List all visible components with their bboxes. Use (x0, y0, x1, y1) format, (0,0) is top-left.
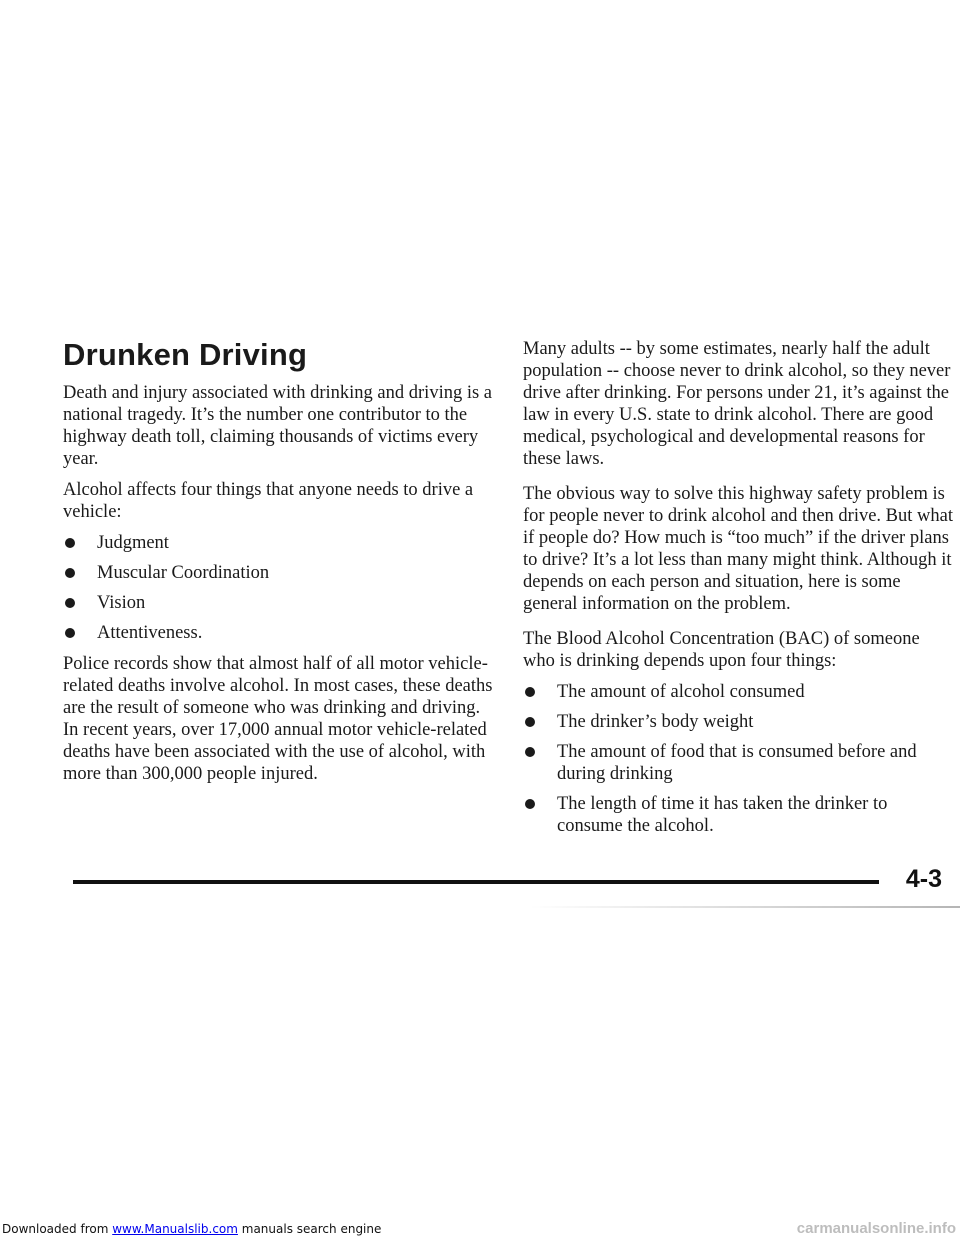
paragraph-police-records: Police records show that almost half of all motor vehicle-related deaths involve alcohol. In most cases, these deaths are the result of someone who was drinking and driving. In recent years, over 17,000 annual motor vehicle-related deaths have been associated with the use of alcohol, with more than 300,000 people injured. (63, 654, 493, 784)
list-item: Attentiveness. (63, 622, 493, 644)
bullet-icon (525, 687, 535, 697)
footer-fade-line (530, 906, 960, 908)
list-item: The amount of alcohol consumed (523, 681, 953, 703)
paragraph-many-adults: Many adults -- by some estimates, nearly half the adult population -- choose never to drink alcohol, so they never drive after drinking. For persons under 21, it’s against the law in every U.S. state to drink alcohol. There are good medical, psychological and developmental reasons for these laws. (523, 339, 951, 469)
footer-rule (73, 880, 879, 884)
bullet-icon (525, 799, 535, 809)
right-column (523, 335, 953, 845)
list-item: The drinker’s body weight (523, 711, 953, 733)
list-item: Vision (63, 592, 493, 614)
banner-prefix: Downloaded from (2, 1222, 113, 1236)
download-banner (2, 1222, 381, 1236)
bullet-icon (65, 628, 75, 638)
section-title: Drunken Driving (63, 337, 308, 372)
left-column (63, 335, 493, 785)
page-number: 4-3 (905, 865, 942, 893)
list-item: Muscular Coordination (63, 562, 493, 584)
banner-suffix: manuals search engine (237, 1222, 382, 1236)
bullet-icon (65, 598, 75, 608)
paragraph-alcohol-affects: Alcohol affects four things that anyone needs to drive a vehicle: (63, 480, 474, 522)
bullet-icon (65, 568, 75, 578)
list-item: The length of time it has taken the drinker to consume the alcohol. (523, 793, 953, 837)
watermark-logo: carmanualsonline.info (796, 1220, 956, 1237)
bullet-icon (525, 717, 535, 727)
bullet-list-alcohol-affects (63, 532, 493, 644)
paragraph-intro: Death and injury associated with drinking and driving is a national tragedy. It’s the number one contributor to the highway death toll, claiming thousands of victims every year. (63, 383, 493, 469)
list-item: The amount of food that is consumed before and during drinking (523, 741, 953, 785)
bullet-list-bac-factors (523, 681, 953, 837)
list-item: Judgment (63, 532, 493, 554)
paragraph-obvious-way: The obvious way to solve this highway safety problem is for people never to drink alcohol and then drive. But what if people do? How much is “too much” if the driver plans to drive? It’s a lot less than many might think. Although it depends on each person and situation, here is some general information on the problem. (523, 484, 953, 614)
manualslib-link[interactable]: www.Manualslib.com (112, 1222, 238, 1236)
bullet-icon (65, 538, 75, 548)
bullet-icon (525, 747, 535, 757)
paragraph-bac: The Blood Alcohol Concentration (BAC) of someone who is drinking depends upon four things: (523, 629, 920, 671)
